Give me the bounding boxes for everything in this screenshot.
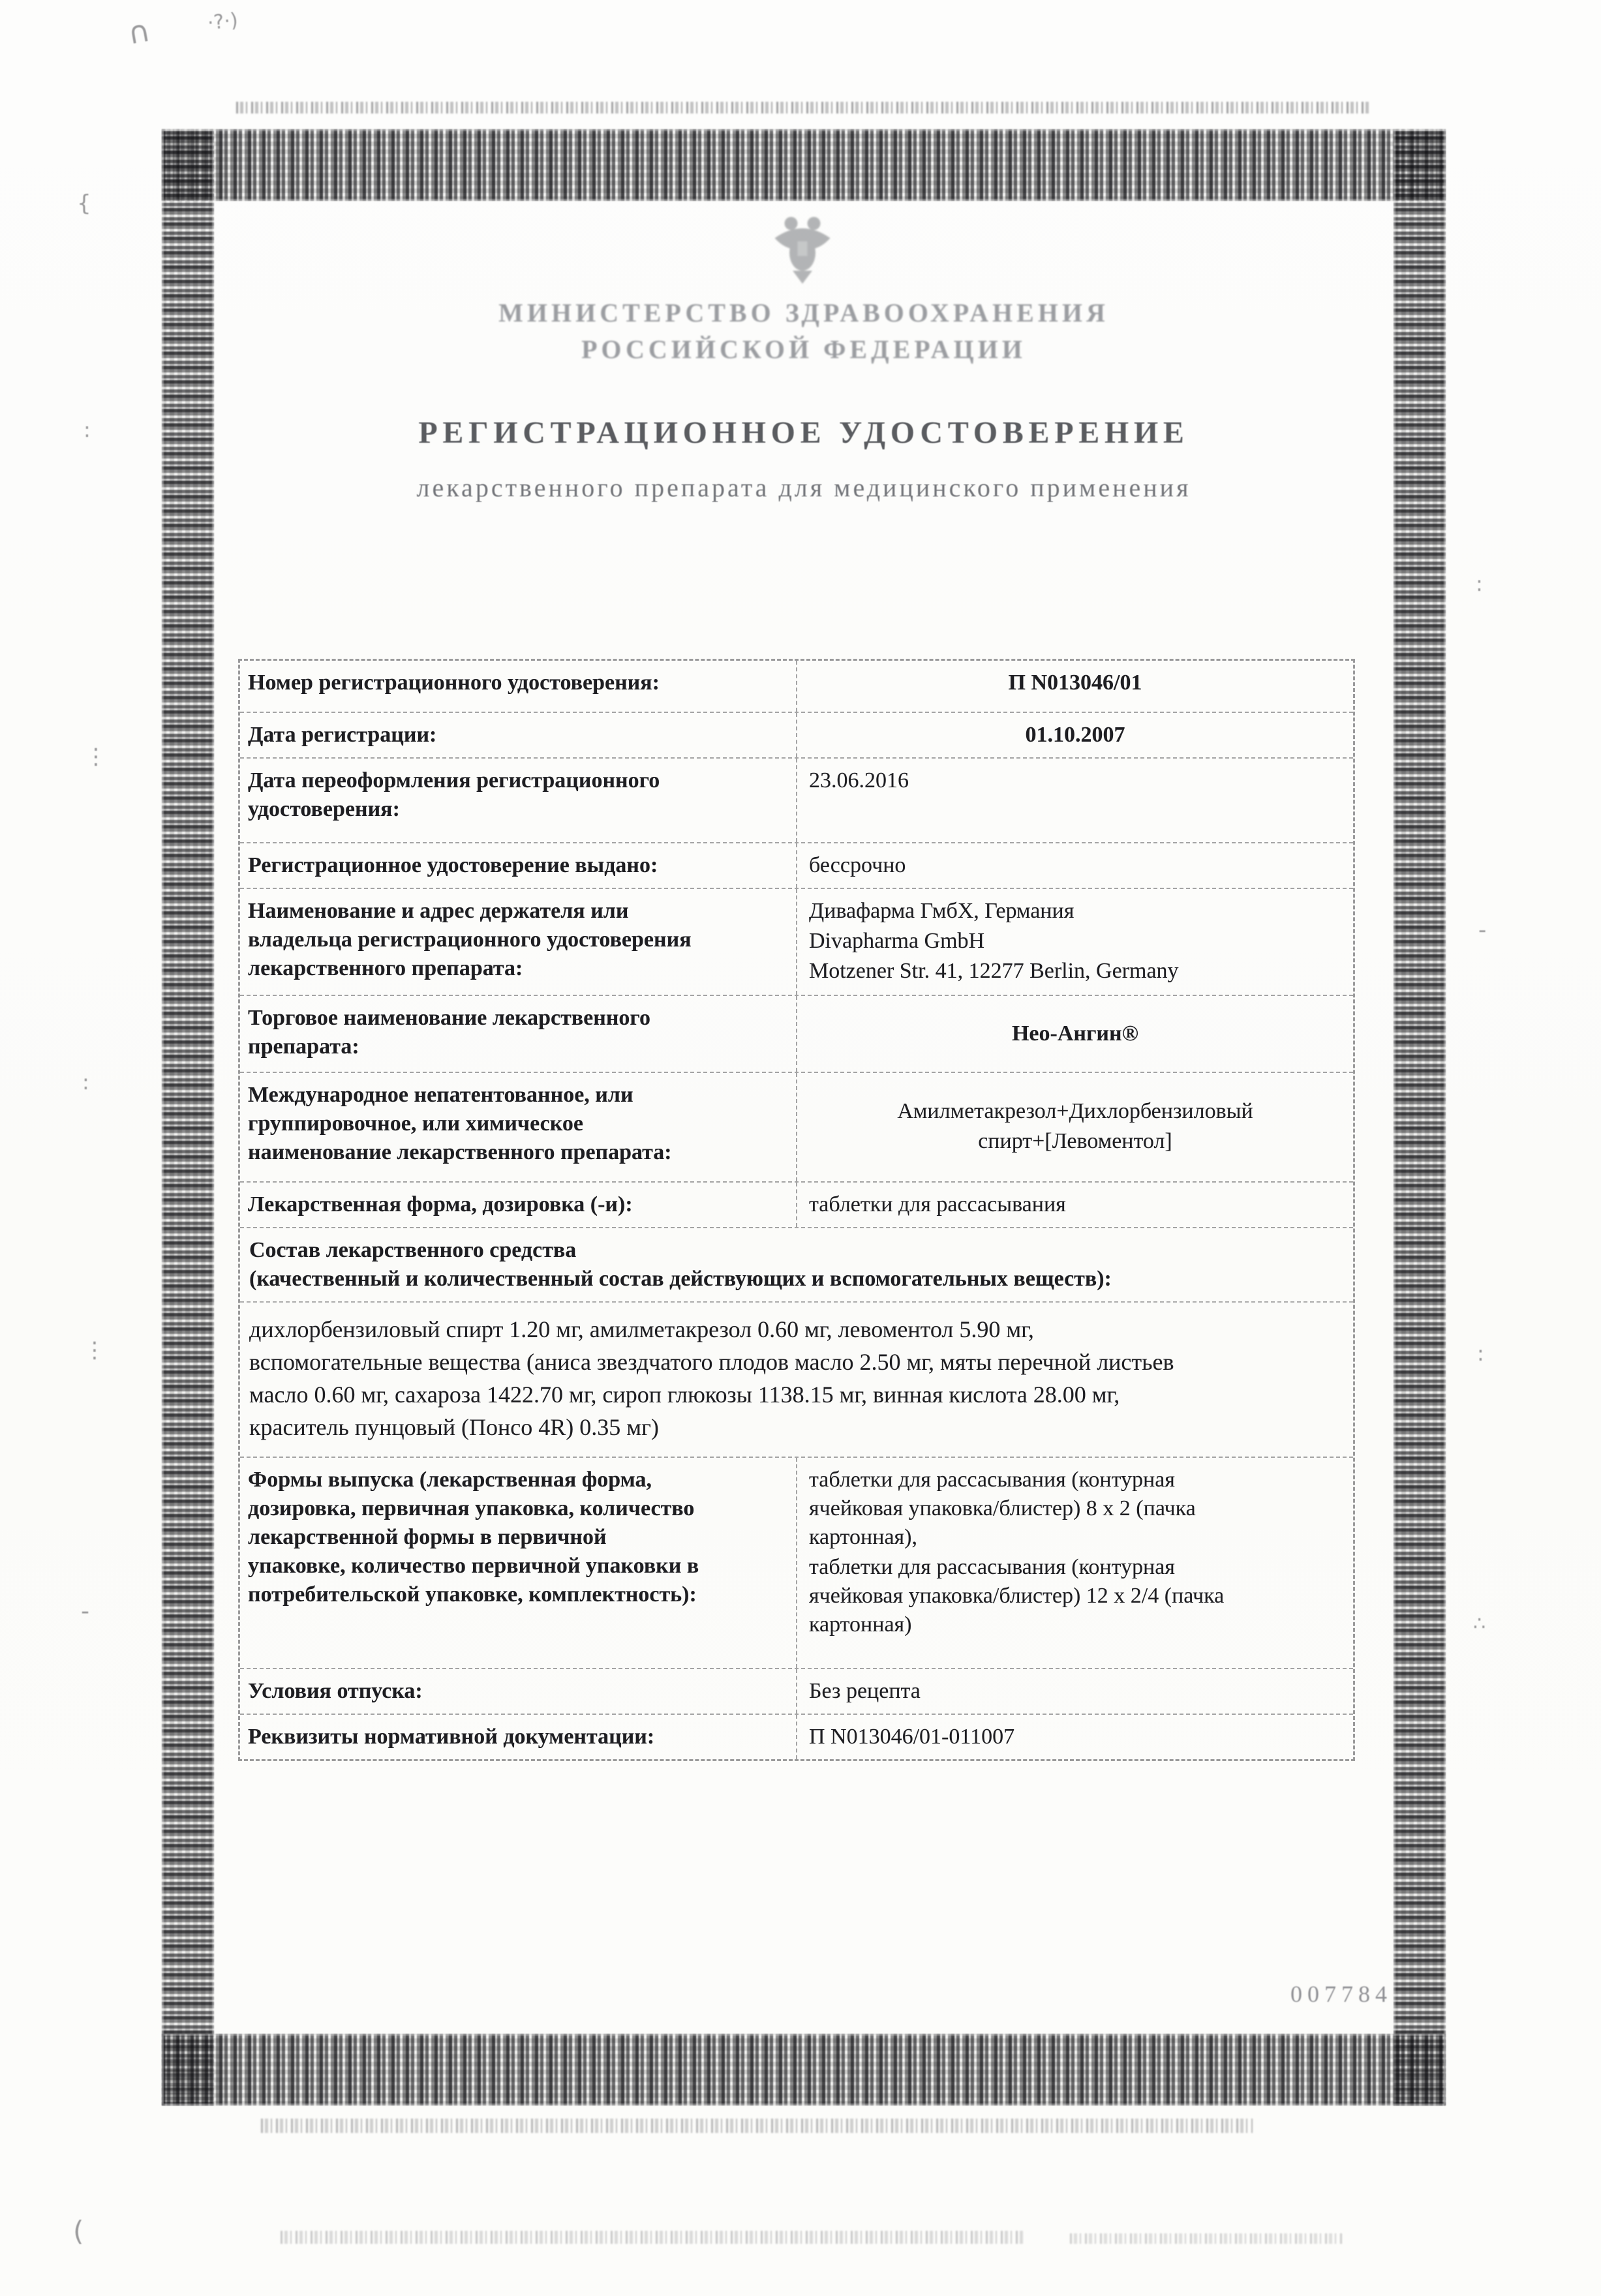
scan-noise-strip bbox=[281, 2231, 1024, 2244]
scan-speck: : bbox=[1477, 1341, 1484, 1366]
field-value: таблетки для рассасывания bbox=[796, 1183, 1353, 1227]
field-label: Условия отпуска: bbox=[248, 1679, 423, 1703]
scan-speck: ∴ bbox=[1473, 1612, 1486, 1635]
field-value: Нео-Ангин® bbox=[796, 996, 1353, 1072]
table-row bbox=[240, 661, 1353, 712]
table-row bbox=[240, 888, 1353, 995]
field-value-line: Divapharma GmbH bbox=[809, 929, 985, 953]
field-label: Регистрационное удостоверение выдано: bbox=[248, 853, 658, 877]
handwriting-mark: ∩ bbox=[125, 12, 153, 52]
field-value bbox=[796, 889, 1353, 995]
field-value-line: Motzener Str. 41, 12277 Berlin, Germany bbox=[809, 959, 1179, 983]
field-label: Лекарственная форма, дозировка (-и): bbox=[248, 1192, 633, 1216]
scan-noise-strip bbox=[1070, 2233, 1344, 2244]
composition-line: масло 0.60 мг, сахароза 1422.70 мг, сироп глюкозы 1138.15 мг, винная кислота 28.00 мг, bbox=[249, 1382, 1120, 1408]
field-value: Без рецепта bbox=[796, 1669, 1353, 1714]
table-row bbox=[240, 995, 1353, 1072]
ministry-name bbox=[162, 295, 1446, 368]
scan-speck: : bbox=[84, 417, 91, 442]
field-label: Формы выпуска (лекарственная форма, дозировка, первичная упаковка, количество лекарственной формы в первичной упаковке, количество первичной упаковки в потребительской упаковке, комплектность): bbox=[248, 1468, 699, 1607]
table-row bbox=[240, 1181, 1353, 1227]
composition-body bbox=[240, 1301, 1353, 1457]
field-label: Реквизиты нормативной документации: bbox=[248, 1725, 655, 1749]
composition-line: краситель пунцовый (Понсо 4R) 0.35 мг) bbox=[249, 1414, 659, 1440]
handwriting-mark: ·?·) bbox=[206, 8, 239, 35]
field-value-line: Дивафарма ГмбХ, Германия bbox=[809, 899, 1075, 923]
field-value: бессрочно bbox=[796, 843, 1353, 888]
scan-speck: : bbox=[1476, 571, 1483, 596]
decorative-border-top bbox=[162, 129, 1446, 201]
table-row bbox=[240, 1457, 1353, 1668]
table-row bbox=[240, 1714, 1353, 1759]
table-row bbox=[240, 1668, 1353, 1714]
field-value-line: таблетки для рассасывания (контурная ячейковая упаковка/блистер) 12 х 2/4 (пачка картонная) bbox=[809, 1555, 1225, 1637]
ministry-line1: МИНИСТЕРСТВО ЗДРАВООХРАНЕНИЯ bbox=[498, 298, 1109, 327]
page-number-stamp: 007784 bbox=[1290, 1981, 1392, 2007]
scan-speck: { bbox=[77, 190, 91, 217]
field-label: Дата переоформления регистрационного удостоверения: bbox=[248, 768, 660, 821]
field-label: Международное непатентованное, или группировочное, или химическое наименование лекарственного препарата: bbox=[248, 1083, 672, 1164]
ministry-line2: РОССИЙСКОЙ ФЕДЕРАЦИИ bbox=[581, 335, 1026, 364]
field-value-line: таблетки для рассасывания (контурная ячейковая упаковка/блистер) 8 х 2 (пачка картонная), bbox=[809, 1468, 1196, 1549]
composition-header bbox=[240, 1227, 1353, 1301]
scan-speck: ( bbox=[73, 2215, 84, 2247]
composition-line: вспомогательные вещества (аниса звездчатого плодов масло 2.50 мг, мяты перечной листьев bbox=[249, 1349, 1174, 1375]
field-value-line: спирт+[Левоментол] bbox=[978, 1129, 1172, 1153]
table-row bbox=[240, 1072, 1353, 1181]
field-value: 01.10.2007 bbox=[796, 713, 1353, 757]
composition-line: дихлорбензиловый спирт 1.20 мг, амилметакрезол 0.60 мг, левоментол 5.90 мг, bbox=[249, 1316, 1034, 1342]
field-value: П N013046/01 bbox=[796, 661, 1353, 712]
field-value-line: Амилметакрезол+Дихлорбензиловый bbox=[897, 1099, 1253, 1123]
coat-of-arms-icon bbox=[770, 209, 835, 287]
scan-noise-strip bbox=[261, 2119, 1253, 2133]
scan-noise-strip bbox=[236, 102, 1371, 113]
scan-speck: - bbox=[1478, 917, 1487, 943]
composition-header-line1: Состав лекарственного средства bbox=[249, 1238, 577, 1262]
scan-speck: - bbox=[81, 1598, 89, 1625]
field-value: 23.06.2016 bbox=[796, 759, 1353, 842]
table-row bbox=[240, 757, 1353, 842]
registration-table bbox=[238, 659, 1355, 1761]
field-value bbox=[796, 1073, 1353, 1181]
field-label: Торговое наименование лекарственного препарата: bbox=[248, 1006, 650, 1059]
table-row bbox=[240, 842, 1353, 888]
field-value: П N013046/01-011007 bbox=[796, 1715, 1353, 1759]
table-row bbox=[240, 712, 1353, 757]
certificate-title: РЕГИСТРАЦИОННОЕ УДОСТОВЕРЕНИЕ bbox=[418, 415, 1189, 450]
scan-speck: : bbox=[82, 1070, 89, 1095]
field-value bbox=[796, 1458, 1353, 1668]
decorative-border-bottom bbox=[162, 2034, 1446, 2106]
scan-speck: ⋮ bbox=[85, 744, 107, 770]
certificate-subtitle: лекарственного препарата для медицинского применения bbox=[416, 473, 1191, 502]
field-label: Дата регистрации: bbox=[248, 723, 437, 747]
field-label: Наименование и адрес держателя или владельца регистрационного удостоверения лекарственного препарата: bbox=[248, 899, 692, 980]
scan-speck: ⋮ bbox=[84, 1337, 106, 1363]
field-label: Номер регистрационного удостоверения: bbox=[248, 671, 660, 695]
composition-header-line2: (качественный и количественный состав действующих и вспомогательных веществ): bbox=[249, 1267, 1112, 1291]
